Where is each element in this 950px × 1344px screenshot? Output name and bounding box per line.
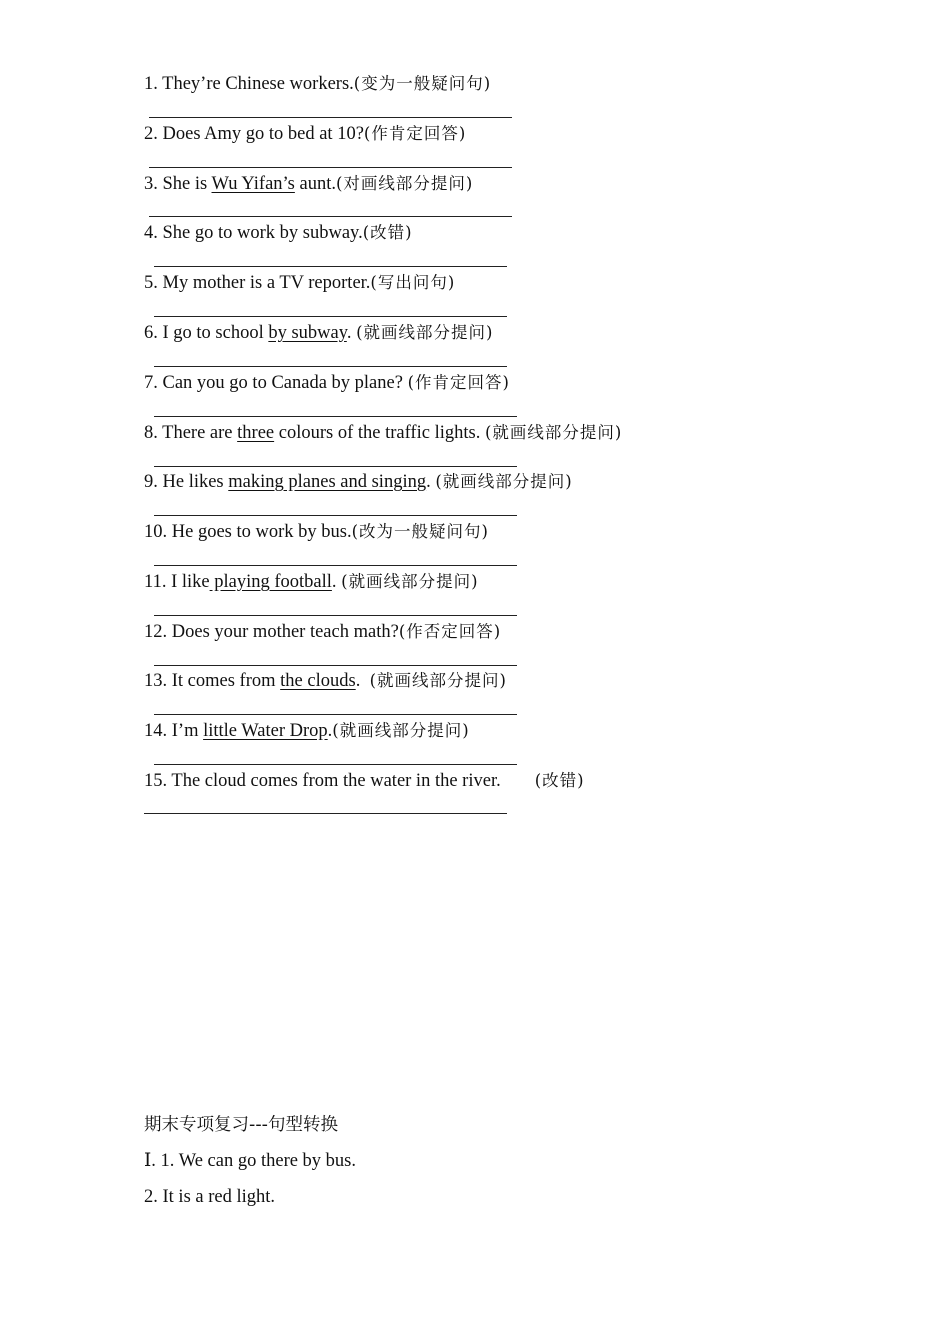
answer-line-14[interactable] xyxy=(154,764,517,765)
answer-line-15[interactable] xyxy=(144,813,507,814)
answer-line-5[interactable] xyxy=(154,316,507,317)
exercise-8 xyxy=(144,422,622,444)
exercise-text-end: . xyxy=(426,472,436,492)
exercise-text-end: aunt. xyxy=(294,174,336,194)
exercise-instruction: (写出问句) xyxy=(370,273,456,292)
exercise-text: It comes from xyxy=(167,671,281,691)
exercise-number: 1. xyxy=(144,74,158,94)
exercise-instruction: (就画线部分提问) xyxy=(369,671,507,690)
exercise-instruction: (就画线部分提问) xyxy=(332,721,470,740)
exercise-number: 12. xyxy=(144,622,168,642)
section-title: 期末专项复习---句型转换 xyxy=(144,1115,338,1135)
answer-line-3[interactable] xyxy=(149,216,512,217)
answer-line-6[interactable] xyxy=(154,366,507,367)
section-item-2: 2. It is a red light. xyxy=(144,1187,276,1207)
exercise-6 xyxy=(144,322,493,344)
exercise-instruction: (改错) xyxy=(362,223,413,242)
exercise-14 xyxy=(144,720,470,742)
exercise-number: 11. xyxy=(144,572,167,592)
exercise-text: She is xyxy=(157,174,212,194)
exercise-15 xyxy=(144,770,585,792)
exercise-text: My mother is a TV reporter. xyxy=(157,273,371,293)
underlined-phrase: Wu Yifan’s xyxy=(211,174,295,194)
exercise-instruction: (作肯定回答) xyxy=(363,124,467,143)
answer-line-4[interactable] xyxy=(154,266,507,267)
exercise-number: 7. xyxy=(144,373,158,393)
exercise-number: 13. xyxy=(144,671,168,691)
answer-line-7[interactable] xyxy=(154,416,517,417)
answer-line-10[interactable] xyxy=(154,565,517,566)
answer-line-1[interactable] xyxy=(149,117,512,118)
underlined-phrase: making planes and singing xyxy=(228,472,427,492)
exercise-number: 14. xyxy=(144,721,168,741)
answer-line-12[interactable] xyxy=(154,665,517,666)
underlined-phrase: by subway xyxy=(268,323,347,343)
exercise-number: 2. xyxy=(144,124,158,144)
exercise-instruction: (变为一般疑问句) xyxy=(353,74,492,93)
answer-line-2[interactable] xyxy=(149,167,512,168)
underlined-phrase: playing football xyxy=(209,572,332,592)
exercise-text: I go to school xyxy=(157,323,269,343)
exercise-text-end: . xyxy=(327,721,333,741)
exercise-3 xyxy=(144,173,473,195)
exercise-5 xyxy=(144,272,455,294)
exercise-text: He likes xyxy=(157,472,229,492)
exercise-text: I’m xyxy=(167,721,204,741)
exercise-text-end: . xyxy=(331,572,342,592)
answer-line-8[interactable] xyxy=(154,466,517,467)
exercise-instruction: (就画线部分提问) xyxy=(484,423,623,442)
exercise-number: 6. xyxy=(144,323,158,343)
exercise-instruction: (就画线部分提问) xyxy=(356,323,494,342)
exercise-text: There are xyxy=(157,423,238,443)
exercise-number: 5. xyxy=(144,273,158,293)
exercise-instruction: (改为一般疑问句) xyxy=(351,522,489,541)
exercise-text: Does Amy go to bed at 10? xyxy=(157,124,364,144)
exercise-12 xyxy=(144,621,501,643)
exercise-number: 3. xyxy=(144,174,158,194)
exercise-1 xyxy=(144,73,491,95)
exercise-number: 15. xyxy=(144,771,168,791)
exercise-text: He goes to work by bus. xyxy=(167,522,352,542)
exercise-text-end: colours of the traffic lights. xyxy=(274,423,485,443)
exercise-text: I like xyxy=(166,572,210,592)
exercise-instruction: (对画线部分提问) xyxy=(335,174,474,193)
answer-line-9[interactable] xyxy=(154,515,517,516)
exercise-instruction: (作肯定回答) xyxy=(407,373,510,392)
exercise-instruction: (改错) xyxy=(534,771,585,790)
answer-line-13[interactable] xyxy=(154,714,517,715)
exercise-number: 9. xyxy=(144,472,158,492)
answer-line-11[interactable] xyxy=(154,615,517,616)
underlined-phrase: the clouds xyxy=(280,671,356,691)
exercise-9 xyxy=(144,471,573,493)
underlined-phrase: little Water Drop xyxy=(203,721,328,741)
exercise-text: The cloud comes from the water in the river. xyxy=(167,771,501,791)
exercise-text: She go to work by subway. xyxy=(157,223,363,243)
exercise-13 xyxy=(144,670,507,692)
exercise-10 xyxy=(144,521,489,543)
exercise-text: Does your mother teach math? xyxy=(167,622,399,642)
exercise-text: Can you go to Canada by plane? xyxy=(157,373,408,393)
exercise-text-end: . xyxy=(355,671,370,691)
exercise-2 xyxy=(144,123,466,145)
exercise-number: 4. xyxy=(144,223,158,243)
exercise-instruction: (就画线部分提问) xyxy=(341,572,479,591)
exercise-text: They’re Chinese workers. xyxy=(157,74,354,94)
exercise-instruction: (作否定回答) xyxy=(398,622,502,641)
exercise-4 xyxy=(144,222,413,244)
exercise-11 xyxy=(144,571,479,593)
exercise-instruction: (就画线部分提问) xyxy=(435,472,573,491)
exercise-number: 10. xyxy=(144,522,168,542)
exercise-number: 8. xyxy=(144,423,158,443)
exercise-7 xyxy=(144,372,510,394)
section-item-1: Ⅰ. 1. We can go there by bus. xyxy=(144,1151,357,1171)
underlined-phrase: three xyxy=(237,423,275,443)
exercise-text-end: . xyxy=(346,323,357,343)
